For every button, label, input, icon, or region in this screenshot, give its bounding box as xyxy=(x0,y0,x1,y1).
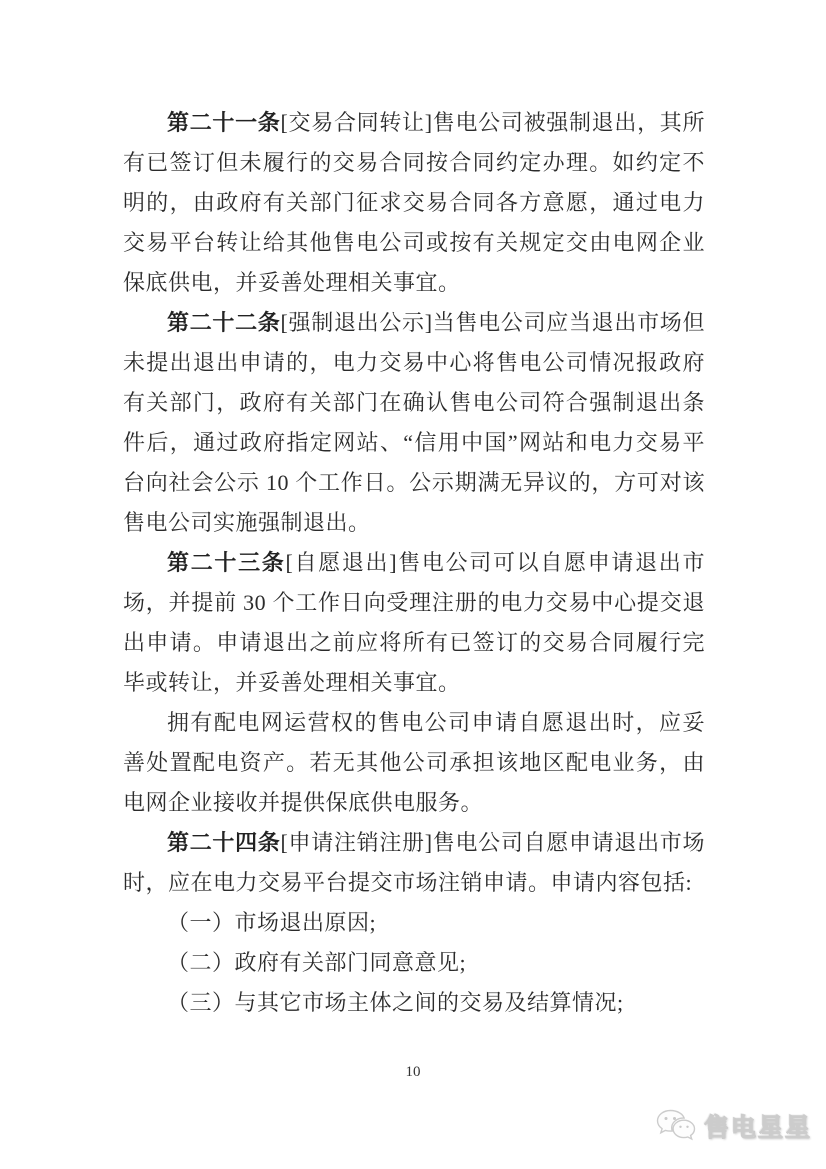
article-21-number: 第二十一条 xyxy=(167,110,281,135)
document-body xyxy=(123,103,705,1023)
watermark-text: 售电星星 xyxy=(703,1114,812,1142)
wechat-icon xyxy=(656,1108,696,1144)
list-item-1: （一）市场退出原因; xyxy=(167,910,377,935)
article-23-number: 第二十三条 xyxy=(167,550,286,575)
article-24-text: [申请注销注册]售电公司自愿申请退出市场时，应在电力交易平台提交市场注销申请。申请内容包括: xyxy=(123,830,705,895)
article-continuation-text: 拥有配电网运营权的售电公司申请自愿退出时，应妥善处置配电资产。若无其他公司承担该地区配电业务，由电网企业接收并提供保底供电服务。 xyxy=(123,710,705,815)
article-24-number: 第二十四条 xyxy=(167,830,281,855)
list-item-3: （三）与其它市场主体之间的交易及结算情况; xyxy=(167,990,624,1015)
article-22-text: [强制退出公示]当售电公司应当退出市场但未提出退出申请的，电力交易中心将售电公司情况报政府有关部门，政府有关部门在确认售电公司符合强制退出条件后，通过政府指定网站、“信用中国”网站和电力交易平台向社会公示 10 个工作日。公示期满无异议的，方可对该售电公司实施强制退出。 xyxy=(123,310,705,535)
watermark xyxy=(656,1108,812,1144)
article-23-paragraph xyxy=(123,543,705,703)
list-item-2: （二）政府有关部门同意意见; xyxy=(167,950,467,975)
article-21-paragraph xyxy=(123,103,705,303)
article-22-number: 第二十二条 xyxy=(167,310,281,335)
article-24-paragraph xyxy=(123,823,705,903)
article-21-text: [交易合同转让]售电公司被强制退出，其所有已签订但未履行的交易合同按合同约定办理。如约定不明的，由政府有关部门征求交易合同各方意愿，通过电力交易平台转让给其他售电公司或按有关规定交由电网企业保底供电，并妥善处理相关事宜。 xyxy=(123,110,705,295)
article-23-continuation-paragraph xyxy=(123,703,705,823)
page-number: 10 xyxy=(405,1064,421,1080)
article-23-text: [自愿退出]售电公司可以自愿申请退出市场，并提前 30 个工作日向受理注册的电力交易中心提交退出申请。申请退出之前应将所有已签订的交易合同履行完毕或转让，并妥善处理相关事宜。 xyxy=(123,550,705,695)
article-22-paragraph xyxy=(123,303,705,543)
